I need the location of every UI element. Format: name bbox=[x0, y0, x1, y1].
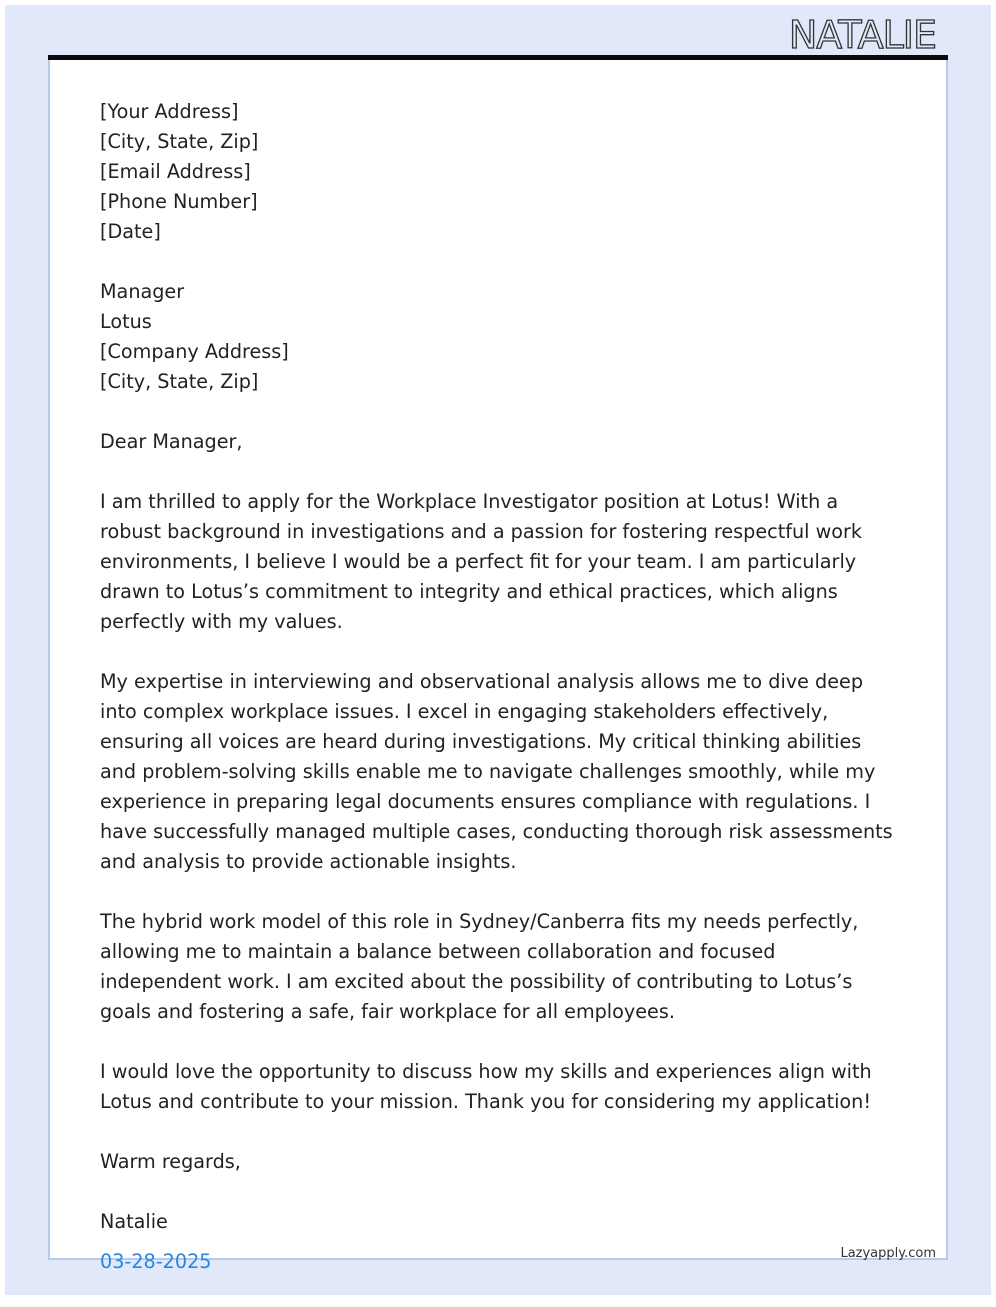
recipient-block bbox=[100, 277, 900, 397]
cover-letter bbox=[100, 97, 900, 1307]
salutation: Dear Manager, bbox=[100, 430, 243, 453]
signed-date: 03-28-2025 bbox=[100, 1250, 212, 1273]
sender-date: [Date] bbox=[100, 220, 161, 243]
closing: Warm regards, bbox=[100, 1150, 241, 1173]
body-paragraph: I would love the opportunity to discuss how my skills and experiences align with Lotus and contribute to your mission. Thank you for considering my application! bbox=[100, 1060, 872, 1113]
recipient-title: Manager bbox=[100, 280, 185, 303]
recipient-city-state-zip: [City, State, Zip] bbox=[100, 370, 259, 393]
sender-address: [Your Address] bbox=[100, 100, 239, 123]
footer-watermark: Lazyapply.com bbox=[840, 1246, 936, 1261]
body-paragraph: My expertise in interviewing and observational analysis allows me to dive deep into complex workplace issues. I excel in engaging stakeholders effectively, ensuring all voices are heard during investigations. My critical thinking abilities and problem-solving skills enable me to navigate challenges smoothly, while my experience in preparing legal documents ensures compliance with regulations. I have successfully managed multiple cases, conducting thorough risk assessments and analysis to provide actionable insights. bbox=[100, 670, 893, 873]
sender-email: [Email Address] bbox=[100, 160, 251, 183]
body-paragraph: I am thrilled to apply for the Workplace Investigator position at Lotus! With a robust background in investigations and a passion for fostering respectful work environments, I believe I would be a perfect fit for your team. I am particularly drawn to Lotus’s commitment to integrity and ethical practices, which aligns perfectly with my values. bbox=[100, 490, 863, 633]
sender-phone: [Phone Number] bbox=[100, 190, 258, 213]
sender-block bbox=[100, 97, 900, 247]
sender-city-state-zip: [City, State, Zip] bbox=[100, 130, 259, 153]
recipient-company: Lotus bbox=[100, 310, 152, 333]
recipient-address: [Company Address] bbox=[100, 340, 289, 363]
header-name-logo: NATALIE bbox=[788, 13, 936, 57]
body-paragraph: The hybrid work model of this role in Sydney/Canberra fits my needs perfectly, allowing me to maintain a balance between collaboration and focused independent work. I am excited about the possibility of contributing to Lotus’s goals and fostering a safe, fair workplace for all employees. bbox=[100, 910, 859, 1023]
signature: Natalie bbox=[100, 1210, 168, 1233]
